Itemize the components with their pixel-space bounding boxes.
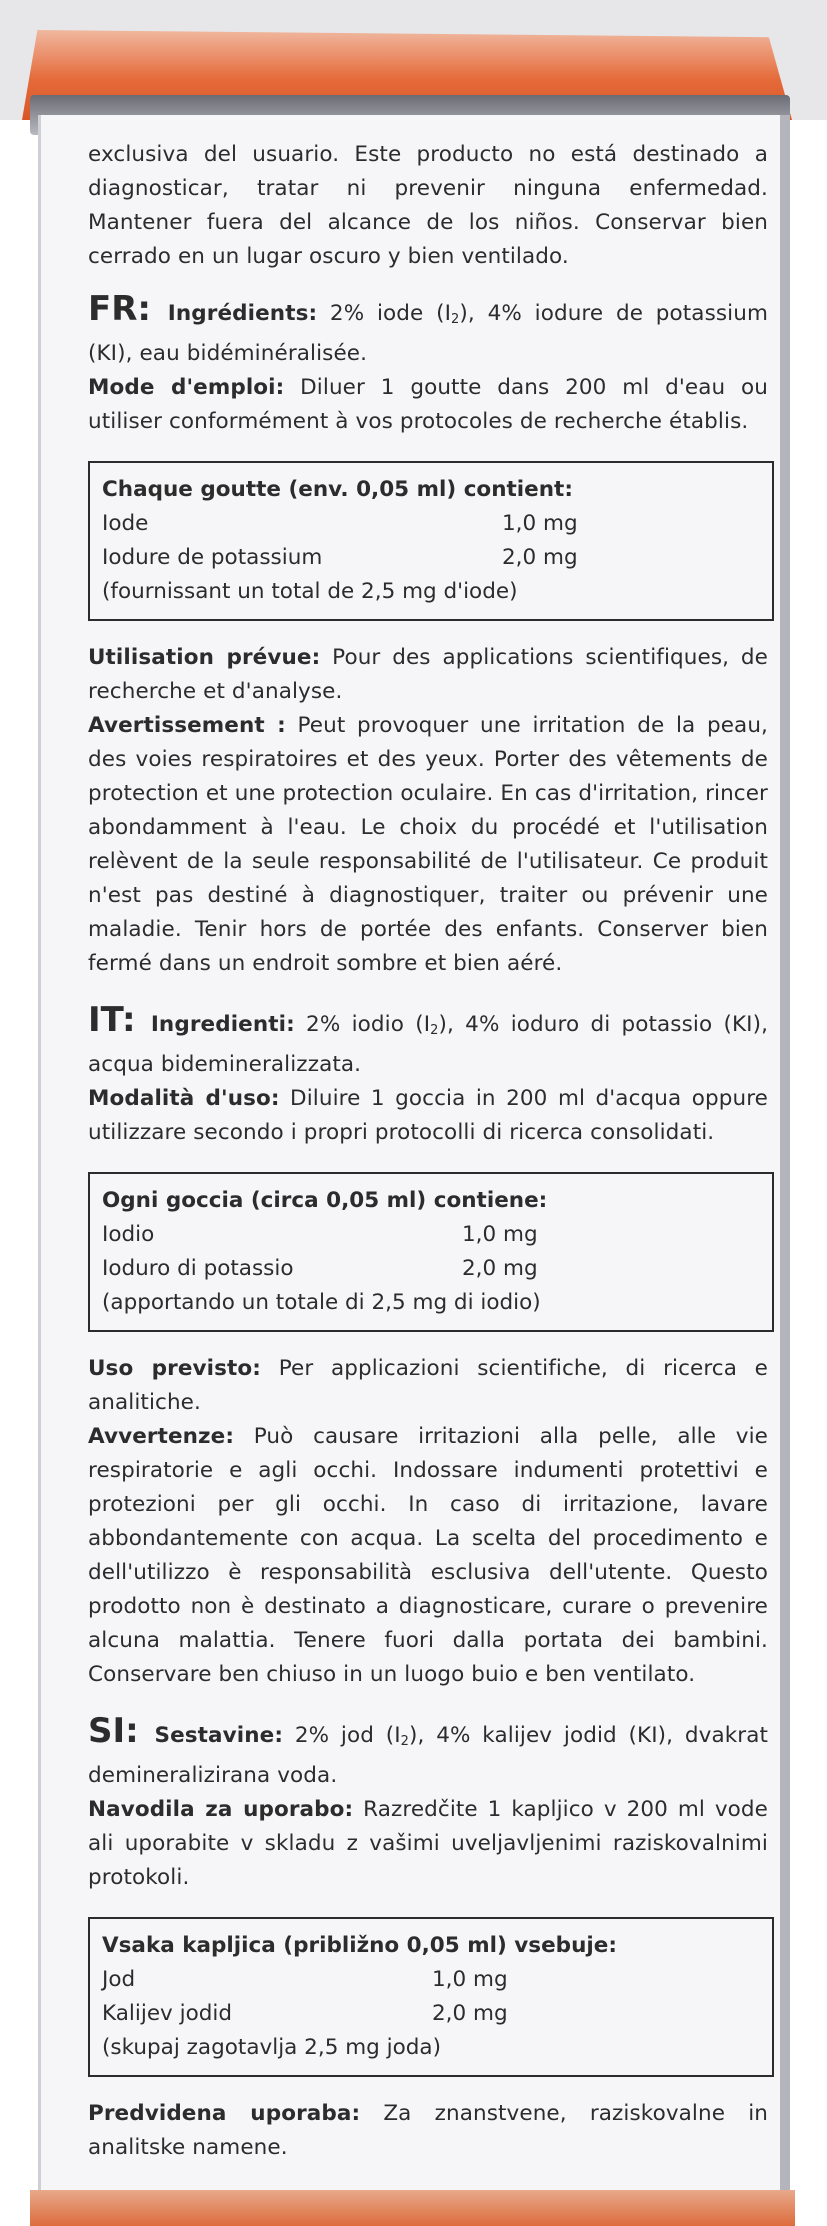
si-language-code: SI: <box>88 1711 139 1751</box>
it-usage-text: Diluire 1 goccia in 200 ml d'acqua oppure utilizzare secondo i propri protocolli di ricerca consolidati. <box>88 1086 768 1145</box>
fr-box-row-amount: 2,0 mg <box>502 545 578 570</box>
it-usage-label: Modalità d'uso: <box>88 1086 280 1111</box>
it-box-row <box>102 1252 762 1286</box>
it-intended-label: Uso previsto: <box>88 1356 261 1381</box>
fr-usage-label: Mode d'emploi: <box>88 375 285 400</box>
si-box-header: Vsaka kapljica (približno 0,05 ml) vsebuje: <box>102 1933 617 1958</box>
si-ingredients-label: Sestavine: <box>154 1723 284 1748</box>
it-language-code: IT: <box>88 1000 136 1040</box>
fr-box-note: (fournissant un total de 2,5 mg d'iode) <box>102 579 518 604</box>
fr-ingredients-label: Ingrédients: <box>167 301 318 326</box>
fr-intended-text: Pour des applications scientifiques, de recherche et d'analyse. <box>88 645 768 704</box>
fr-box-row-name: Iodure de potassium <box>102 545 323 570</box>
it-ingredients-sub: 2 <box>430 1023 439 1038</box>
fr-warning-text: Peut provoquer une irritation de la peau, des voies respiratoires et des yeux. Porter des vêtements de protection et une protection oculaire. En cas d'irritation, rincer abondamment à l'eau. Le choix du procédé et l'utilisation relèvent de la seule responsabilité de l'utilisateur. Ce produit n'est pas destiné à diagnostiquer, traiter ou prévenir une maladie. Tenir hors de portée des enfants. Conserver bien fermé dans un endroit sombre et bien aéré. <box>88 713 768 976</box>
si-ingredients-text-a: 2% jod (I <box>294 1723 401 1748</box>
fr-ingredients-sub: 2 <box>451 312 460 327</box>
fr-warning <box>88 709 768 981</box>
si-intended-text: Za znanstvene, raziskovalne in analitske namene. <box>88 2101 769 2160</box>
it-box-header: Ogni goccia (circa 0,05 ml) contiene: <box>102 1188 548 1213</box>
si-usage-text: Razredčite 1 kapljico v 200 ml vode ali uporabite v skladu z vašimi uveljavljenimi raziskovalnimi protokoli. <box>88 1797 768 1890</box>
si-intended-use <box>88 2097 768 2165</box>
it-composition-box <box>88 1172 774 1332</box>
si-usage <box>88 1793 768 1895</box>
si-box-row <box>102 1997 762 2031</box>
fr-warning-label: Avertissement : <box>88 713 286 738</box>
fr-language-code: FR: <box>88 289 152 329</box>
fr-usage <box>88 371 768 439</box>
es-tail-text: exclusiva del usuario. Este producto no está destinado a diagnosticar, tratar ni prevenir ninguna enfermedad. Mantener fuera del alcance de los niños. Conservar bien cerrado en un lugar oscuro y bien ventilado. <box>88 142 768 269</box>
it-ingredients-label: Ingredienti: <box>150 1012 295 1037</box>
it-intended-text: Per applicazioni scientifiche, di ricerca e analitiche. <box>88 1356 769 1415</box>
it-box-row-name: Ioduro di potassio <box>102 1256 294 1281</box>
si-usage-label: Navodila za uporabo: <box>88 1797 354 1822</box>
it-box-note: (apportando un totale di 2,5 mg di iodio) <box>102 1290 541 1315</box>
fr-ingredients <box>88 289 769 371</box>
si-box-note: (skupaj zagotavlja 2,5 mg joda) <box>102 2035 441 2060</box>
si-box-row <box>102 1963 762 1997</box>
fr-box-header: Chaque goutte (env. 0,05 ml) contient: <box>102 477 573 502</box>
it-usage <box>88 1082 768 1150</box>
fr-box-row <box>102 541 762 575</box>
si-ingredients <box>88 1711 769 1793</box>
si-box-row-name: Jod <box>102 1967 136 1992</box>
si-box-row-amount: 2,0 mg <box>432 2001 508 2026</box>
fr-box-row-amount: 1,0 mg <box>502 511 578 536</box>
fr-box-row-name: Iode <box>102 511 149 536</box>
it-ingredients <box>88 1000 769 1082</box>
si-box-row-name: Kalijev jodid <box>102 2001 232 2026</box>
fr-ingredients-text-b: ), 4% iodure de potassium (KI), eau bidéminéralisée. <box>88 301 769 366</box>
si-box-row-amount: 1,0 mg <box>432 1967 508 1992</box>
fr-composition-box <box>88 461 774 621</box>
it-box-row <box>102 1218 762 1252</box>
it-intended-use <box>88 1352 768 1420</box>
it-ingredients-text-a: 2% iodio (I <box>306 1012 431 1037</box>
si-intended-label: Predvidena uporaba: <box>88 2101 361 2126</box>
fr-usage-text: Diluer 1 goutte dans 200 ml d'eau ou utiliser conformément à vos protocoles de recherche établis. <box>88 375 768 434</box>
it-box-row-name: Iodio <box>102 1222 155 1247</box>
it-warning-label: Avvertenze: <box>88 1424 235 1449</box>
si-composition-box <box>88 1917 774 2077</box>
it-box-row-amount: 1,0 mg <box>462 1222 538 1247</box>
label-content <box>88 138 768 2165</box>
it-ingredients-text-b: ), 4% ioduro di potassio (KI), acqua bidemineralizzata. <box>88 1012 769 1077</box>
fr-intended-label: Utilisation prévue: <box>88 645 321 670</box>
si-ingredients-sub: 2 <box>400 1734 410 1749</box>
box-bottom-strip <box>30 2190 795 2226</box>
fr-box-row <box>102 507 762 541</box>
it-warning-text: Può causare irritazioni alla pelle, alle vie respiratorie e agli occhi. Indossare indumenti protettivi e protezioni per gli occhi. In caso di irritazione, lavare abbondantemente con acqua. La scelta del procedimento e dell'utilizzo è responsabilità esclusiva dell'utente. Questo prodotto non è destinato a diagnosticare, curare o prevenire alcuna malattia. Tenere fuori dalla portata dei bambini. Conservare ben chiuso in un luogo buio e ben ventilato. <box>88 1424 769 1687</box>
it-box-row-amount: 2,0 mg <box>462 1256 538 1281</box>
it-warning <box>88 1420 768 1692</box>
si-ingredients-text-b: ), 4% kalijev jodid (KI), dvakrat demineralizirana voda. <box>88 1723 769 1788</box>
fr-intended-use <box>88 641 768 709</box>
fr-ingredients-text-a: 2% iode (I <box>329 301 452 326</box>
